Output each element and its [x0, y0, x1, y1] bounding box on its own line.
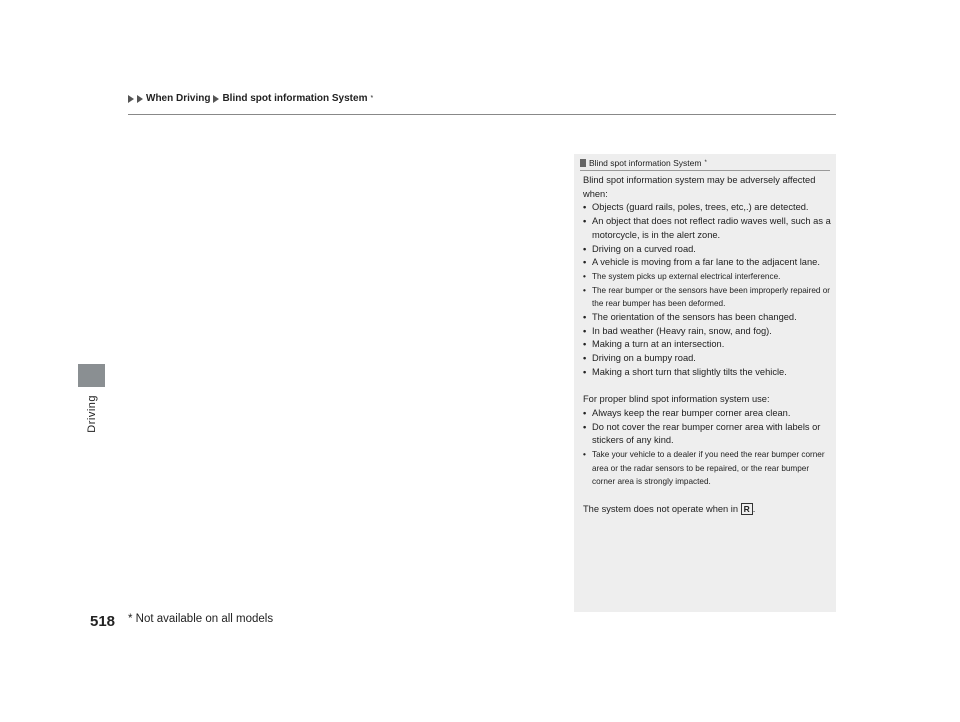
list-item: • A vehicle is moving from a far lane to the adjacent lane.	[583, 257, 820, 268]
asterisk-mark: *	[704, 160, 707, 166]
gear-r-icon: R	[741, 503, 753, 515]
breadcrumb-topic: Blind spot information System	[222, 93, 368, 104]
asterisk-mark: *	[370, 95, 374, 102]
sidebar-intro: Blind spot information system may be adversely affected when:	[583, 175, 816, 199]
sidebar-title-row	[580, 158, 707, 168]
sidebar-closing: The system does not operate when in R .	[583, 503, 756, 514]
chapter-tab	[78, 364, 105, 387]
list-item: • Making a short turn that slightly tilts the vehicle.	[583, 366, 787, 377]
list-item: • An object that does not reflect radio waves well, such as a motorcycle, is in the alert zone.	[583, 216, 831, 240]
breadcrumb-section: When Driving	[146, 93, 211, 104]
list-item: • The rear bumper or the sensors have been improperly repaired or the rear bumper has been deformed.	[583, 285, 831, 309]
breadcrumb	[128, 93, 373, 104]
list-item: • Driving on a curved road.	[583, 243, 696, 254]
list-item: • Making a turn at an intersection.	[583, 339, 725, 350]
list-item: • Do not cover the rear bumper corner area with labels or stickers of any kind.	[583, 421, 821, 446]
note-icon	[580, 159, 586, 167]
list-item: • Take your vehicle to a dealer if you need the rear bumper corner area or the radar sensors to be repaired, or the rear bumper corner area is strongly impacted.	[583, 450, 825, 487]
chapter-label: Driving	[86, 395, 98, 433]
sidebar-title: Blind spot information System	[589, 158, 702, 168]
arrow-icon	[137, 95, 143, 103]
list-item: • The orientation of the sensors has been changed.	[583, 312, 797, 323]
sidebar-use-intro: For proper blind spot information system use:	[583, 394, 770, 405]
header-rule	[128, 114, 836, 115]
page-number: 518	[90, 613, 116, 630]
list-item: • In bad weather (Heavy rain, snow, and fog).	[583, 325, 772, 336]
list-item: • The system picks up external electrical interference.	[583, 271, 781, 281]
note-sidebar	[574, 154, 836, 612]
list-item: • Driving on a bumpy road.	[583, 353, 696, 364]
sidebar-rule	[580, 170, 830, 171]
footnote: * Not available on all models	[128, 613, 274, 625]
sidebar-content	[583, 174, 831, 517]
list-item: • Always keep the rear bumper corner area clean.	[583, 407, 791, 418]
list-item: • Objects (guard rails, poles, trees, etc,.) are detected.	[583, 202, 809, 213]
arrow-icon	[213, 95, 219, 103]
arrow-icon	[128, 95, 134, 103]
